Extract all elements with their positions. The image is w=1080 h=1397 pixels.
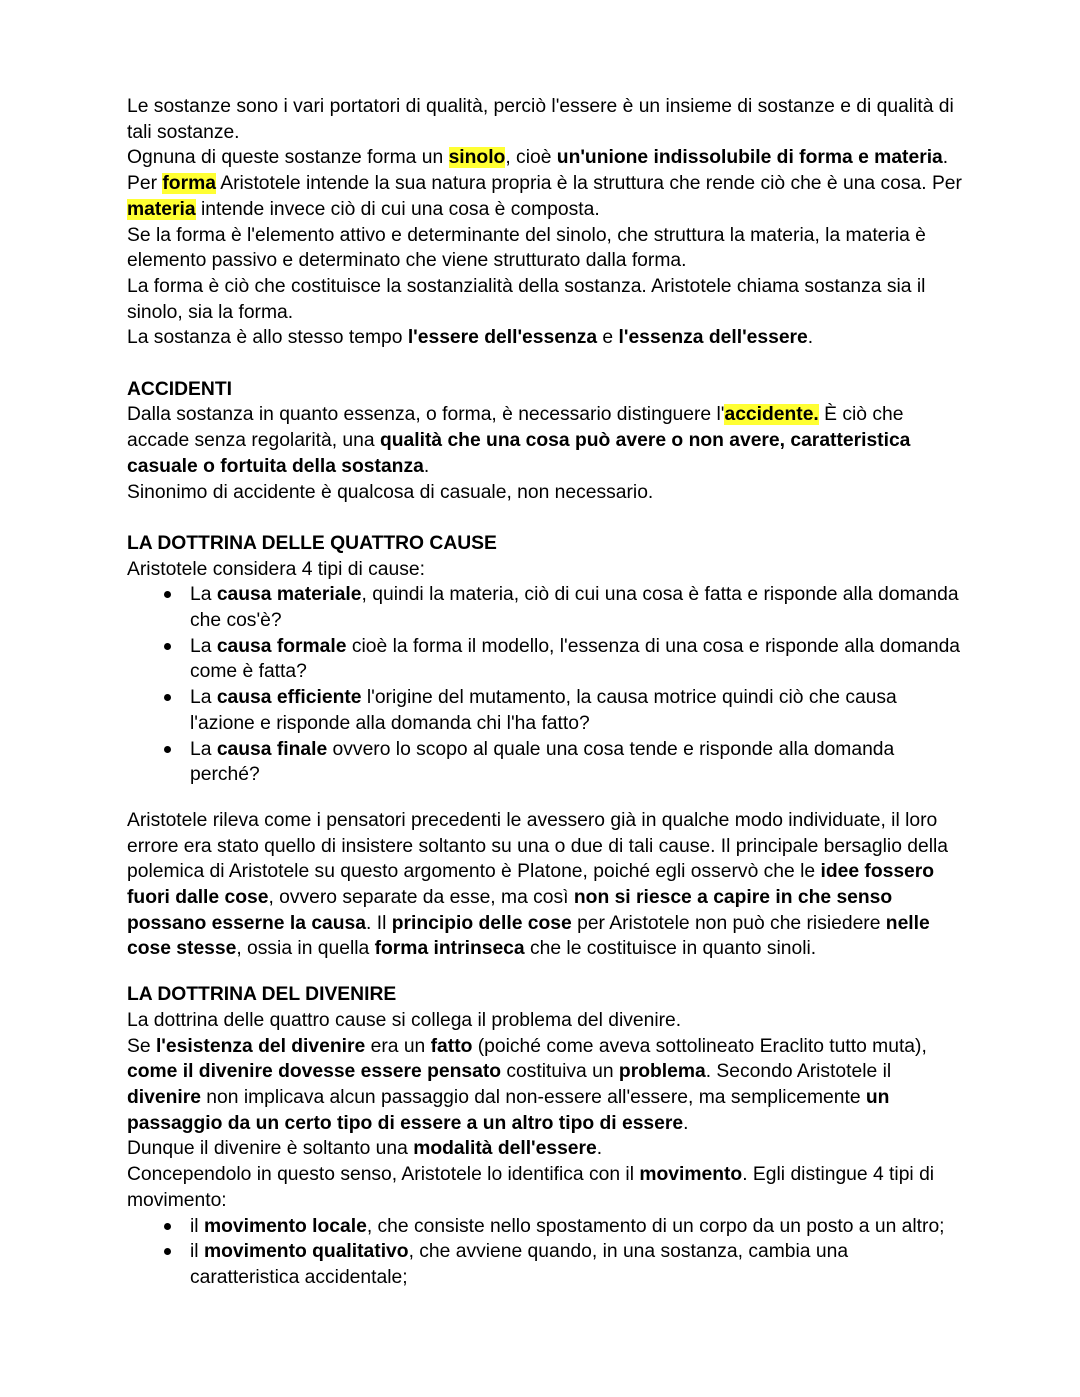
paragraph-divenire-intro: La dottrina delle quattro cause si collega il problema del divenire. [127,1009,682,1031]
list-movimenti [127,1214,962,1291]
highlight-accidente: accidente. [724,404,819,426]
heading-quattro-cause: LA DOTTRINA DELLE QUATTRO CAUSE [127,532,497,554]
paragraph-divenire-problema: Se l'esistenza del divenire era un fatto (poiché come aveva sottolineato Eraclito tutto muta), come il divenire dovesse essere pensato costituiva un problema. Secondo Aristotele il divenire non implicava alcun passaggio dal non-essere all'essere, ma semplicemente un passaggio da un certo tipo di essere a un altro tipo di essere. [127,1035,927,1134]
paragraph-accidente: Dalla sostanza in quanto essenza, o forma, è necessario distinguere l'accidente. È ciò che accade senza regolarità, una qualità che una cosa può avere o non avere, caratteristica casuale o fortuita della sostanza. [127,404,911,477]
list-item: La causa formale cioè la forma il modello, l'essenza di una cosa e risponde alla domanda come è fatta? [127,634,962,685]
document-page [127,94,962,1291]
highlight-sinolo: sinolo [448,147,506,169]
list-item: La causa materiale, quindi la materia, ciò di cui una cosa è fatta e risponde alla domanda che cos'è? [127,582,962,633]
list-item: La causa efficiente l'origine del mutamento, la causa motrice quindi ciò che causa l'azione e risponde alla domanda chi l'ha fatto? [127,685,962,736]
paragraph-modalita: Dunque il divenire è soltanto una modalità dell'essere. [127,1138,603,1160]
paragraph-forma-materia: Se la forma è l'elemento attivo e determinante del sinolo, che struttura la materia, la materia è elemento passivo e determinato che viene strutturato dalla forma. [127,224,926,272]
paragraph-sostanzialita: La forma è ciò che costituisce la sostanzialità della sostanza. Aristotele chiama sostanza sia il sinolo, sia la forma. [127,275,926,323]
heading-divenire: LA DOTTRINA DEL DIVENIRE [127,984,397,1006]
list-item: il movimento locale, che consiste nello spostamento di un corpo da un posto a un altro; [127,1214,962,1240]
list-item: La causa finale ovvero lo scopo al quale una cosa tende e risponde alla domanda perché? [127,737,962,788]
heading-accidenti: ACCIDENTI [127,378,232,400]
paragraph-platone: Aristotele rileva come i pensatori precedenti le avessero già in qualche modo individuate, il loro errore era stato quello di insistere soltanto su una o due di tali cause. Il principale bersaglio della polemica di Aristotele su questo argomento è Platone, poiché egli osservò che le idee fossero fuori dalle cose, ovvero separate da esse, ma così non si riesce a capire in che senso possano esserne la causa. Il principio delle cose per Aristotele non può che risiedere nelle cose stesse, ossia in quella forma intrinseca che le costituisce in quanto sinoli. [127,809,949,960]
paragraph-sostanze-intro: Le sostanze sono i vari portatori di qualità, perciò l'essere è un insieme di sostanze e di qualità di tali sostanze. [127,96,954,143]
highlight-materia: materia [127,198,196,220]
list-cause [127,582,962,788]
paragraph-essere-essenza: La sostanza è allo stesso tempo l'essere dell'essenza e l'essenza dell'essere. [127,327,814,349]
list-item: il movimento qualitativo, che avviene quando, in una sostanza, cambia una caratteristica accidentale; [127,1239,962,1290]
paragraph-cause-intro: Aristotele considera 4 tipi di cause: [127,558,425,580]
paragraph-sinolo: Ognuna di queste sostanze forma un sinolo, cioè un'unione indissolubile di forma e materia. Per forma Aristotele intende la sua natura propria è la struttura che rende ciò che è una cosa. Per materia intende invece ciò di cui una cosa è composta. [127,147,962,220]
paragraph-movimento: Concependolo in questo senso, Aristotele lo identifica con il movimento. Egli distingue 4 tipi di movimento: [127,1164,935,1211]
paragraph-sinonimo: Sinonimo di accidente è qualcosa di casuale, non necessario. [127,481,654,503]
highlight-forma: forma [162,173,216,195]
